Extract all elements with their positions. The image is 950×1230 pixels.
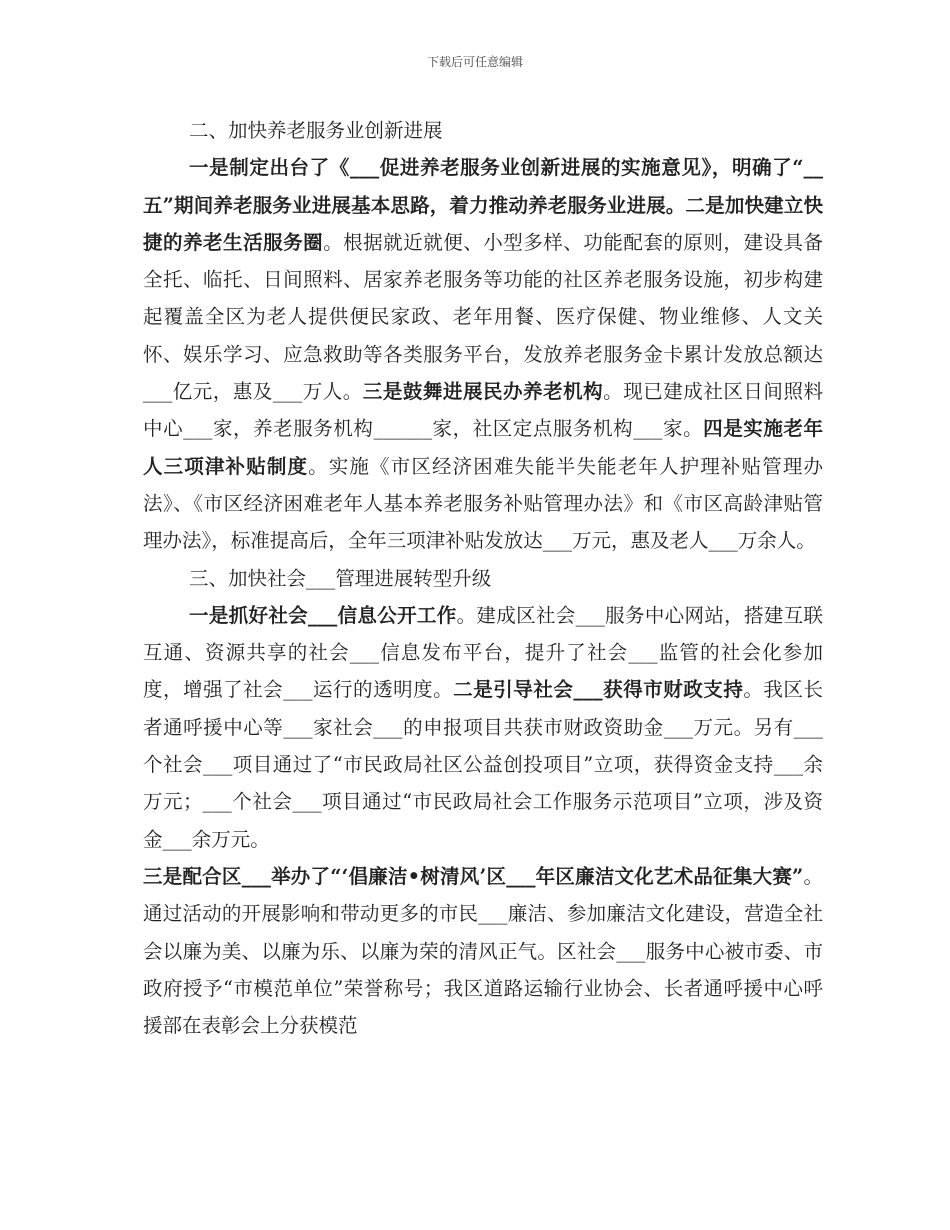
- body-text-1: 。根据就近就便、小型多样、功能配套的原则，建设具备全托、临托、日间照料、居家养老服务等功能的社区养老服务设施，初步构建起覆盖全区为老人提供便民家政、老年用餐、医疗保健、物业维修、人文关怀、娱乐学习、应急救助等各类服务平台，发放养老服务金卡累计发放总额达___亿元，惠及___万人。: [143, 230, 823, 404]
- body-text-6: 。通过活动的开展影响和带动更多的市民___廉洁、参加廉洁文化建设，营造全社会以廉为美、以廉为乐、以廉为荣的清风正气。区社会___服务中心被市委、市政府授予“市模范单位”荣誉称号；我区道路运输行业协会、长者通呼援中心呼援部在表彰会上分获模范: [143, 864, 823, 1038]
- section-3-paragraph-1: [143, 597, 823, 858]
- body-text-5: 。我区长者通呼援中心等___家社会___的申报项目共获市财政资助金___万元。另有___个社会___项目通过了“市民政局社区公益创投项目”立项，获得资金支持___余万元；___个社会___项目通过“市民政局社会工作服务示范项目”立项，涉及资金___余万元。: [143, 678, 823, 851]
- section-2-paragraph: [143, 149, 823, 559]
- section-heading-2: 二、加快养老服务业创新进展: [189, 119, 443, 142]
- body-text-3: 。实施《市区经济困难失能半失能老年人护理补贴管理办法》、《市区经济困难老年人基本养老服务补贴管理办法》和《市区高龄津贴管理办法》，标准提高后，全年三项津补贴发放达___万元，惠及老人___万余人。: [143, 454, 823, 553]
- page-header-note: 下载后可任意编辑: [426, 55, 523, 69]
- bold-lead-6: 三是配合区___举办了“‘倡廉洁•树清风’区___年区廉洁文化艺术品征集大赛”: [143, 864, 804, 888]
- section-heading-3: 三、加快社会___管理进展转型升级: [189, 566, 492, 590]
- bold-lead-3: 四是实施老年人三项津补贴制度: [143, 417, 823, 478]
- bold-lead-1: 一是制定出台了《___促进养老服务业创新进展的实施意见》，明确了“__五”期间养老服务业进展基本思路，着力推动养老服务业进展。二是加快建立快捷的养老生活服务圈: [143, 156, 823, 254]
- bold-lead-4: 一是抓好社会___信息公开工作: [189, 603, 457, 627]
- body-text-2: 。现已建成社区日间照料中心___家，养老服务机构______家，社区定点服务机构___家。: [143, 380, 823, 441]
- section-3-paragraph-2: [143, 858, 823, 1044]
- document-body: [143, 112, 823, 1044]
- body-text-4: 。建成区社会___服务中心网站，搭建互联互通、资源共享的社会___信息发布平台，提升了社会___监管的社会化参加度，增强了社会___运行的透明度。: [143, 603, 823, 702]
- bold-lead-2: 三是鼓舞进展民办养老机构: [362, 380, 604, 404]
- bold-lead-5: 二是引导社会___获得市财政支持: [453, 678, 744, 702]
